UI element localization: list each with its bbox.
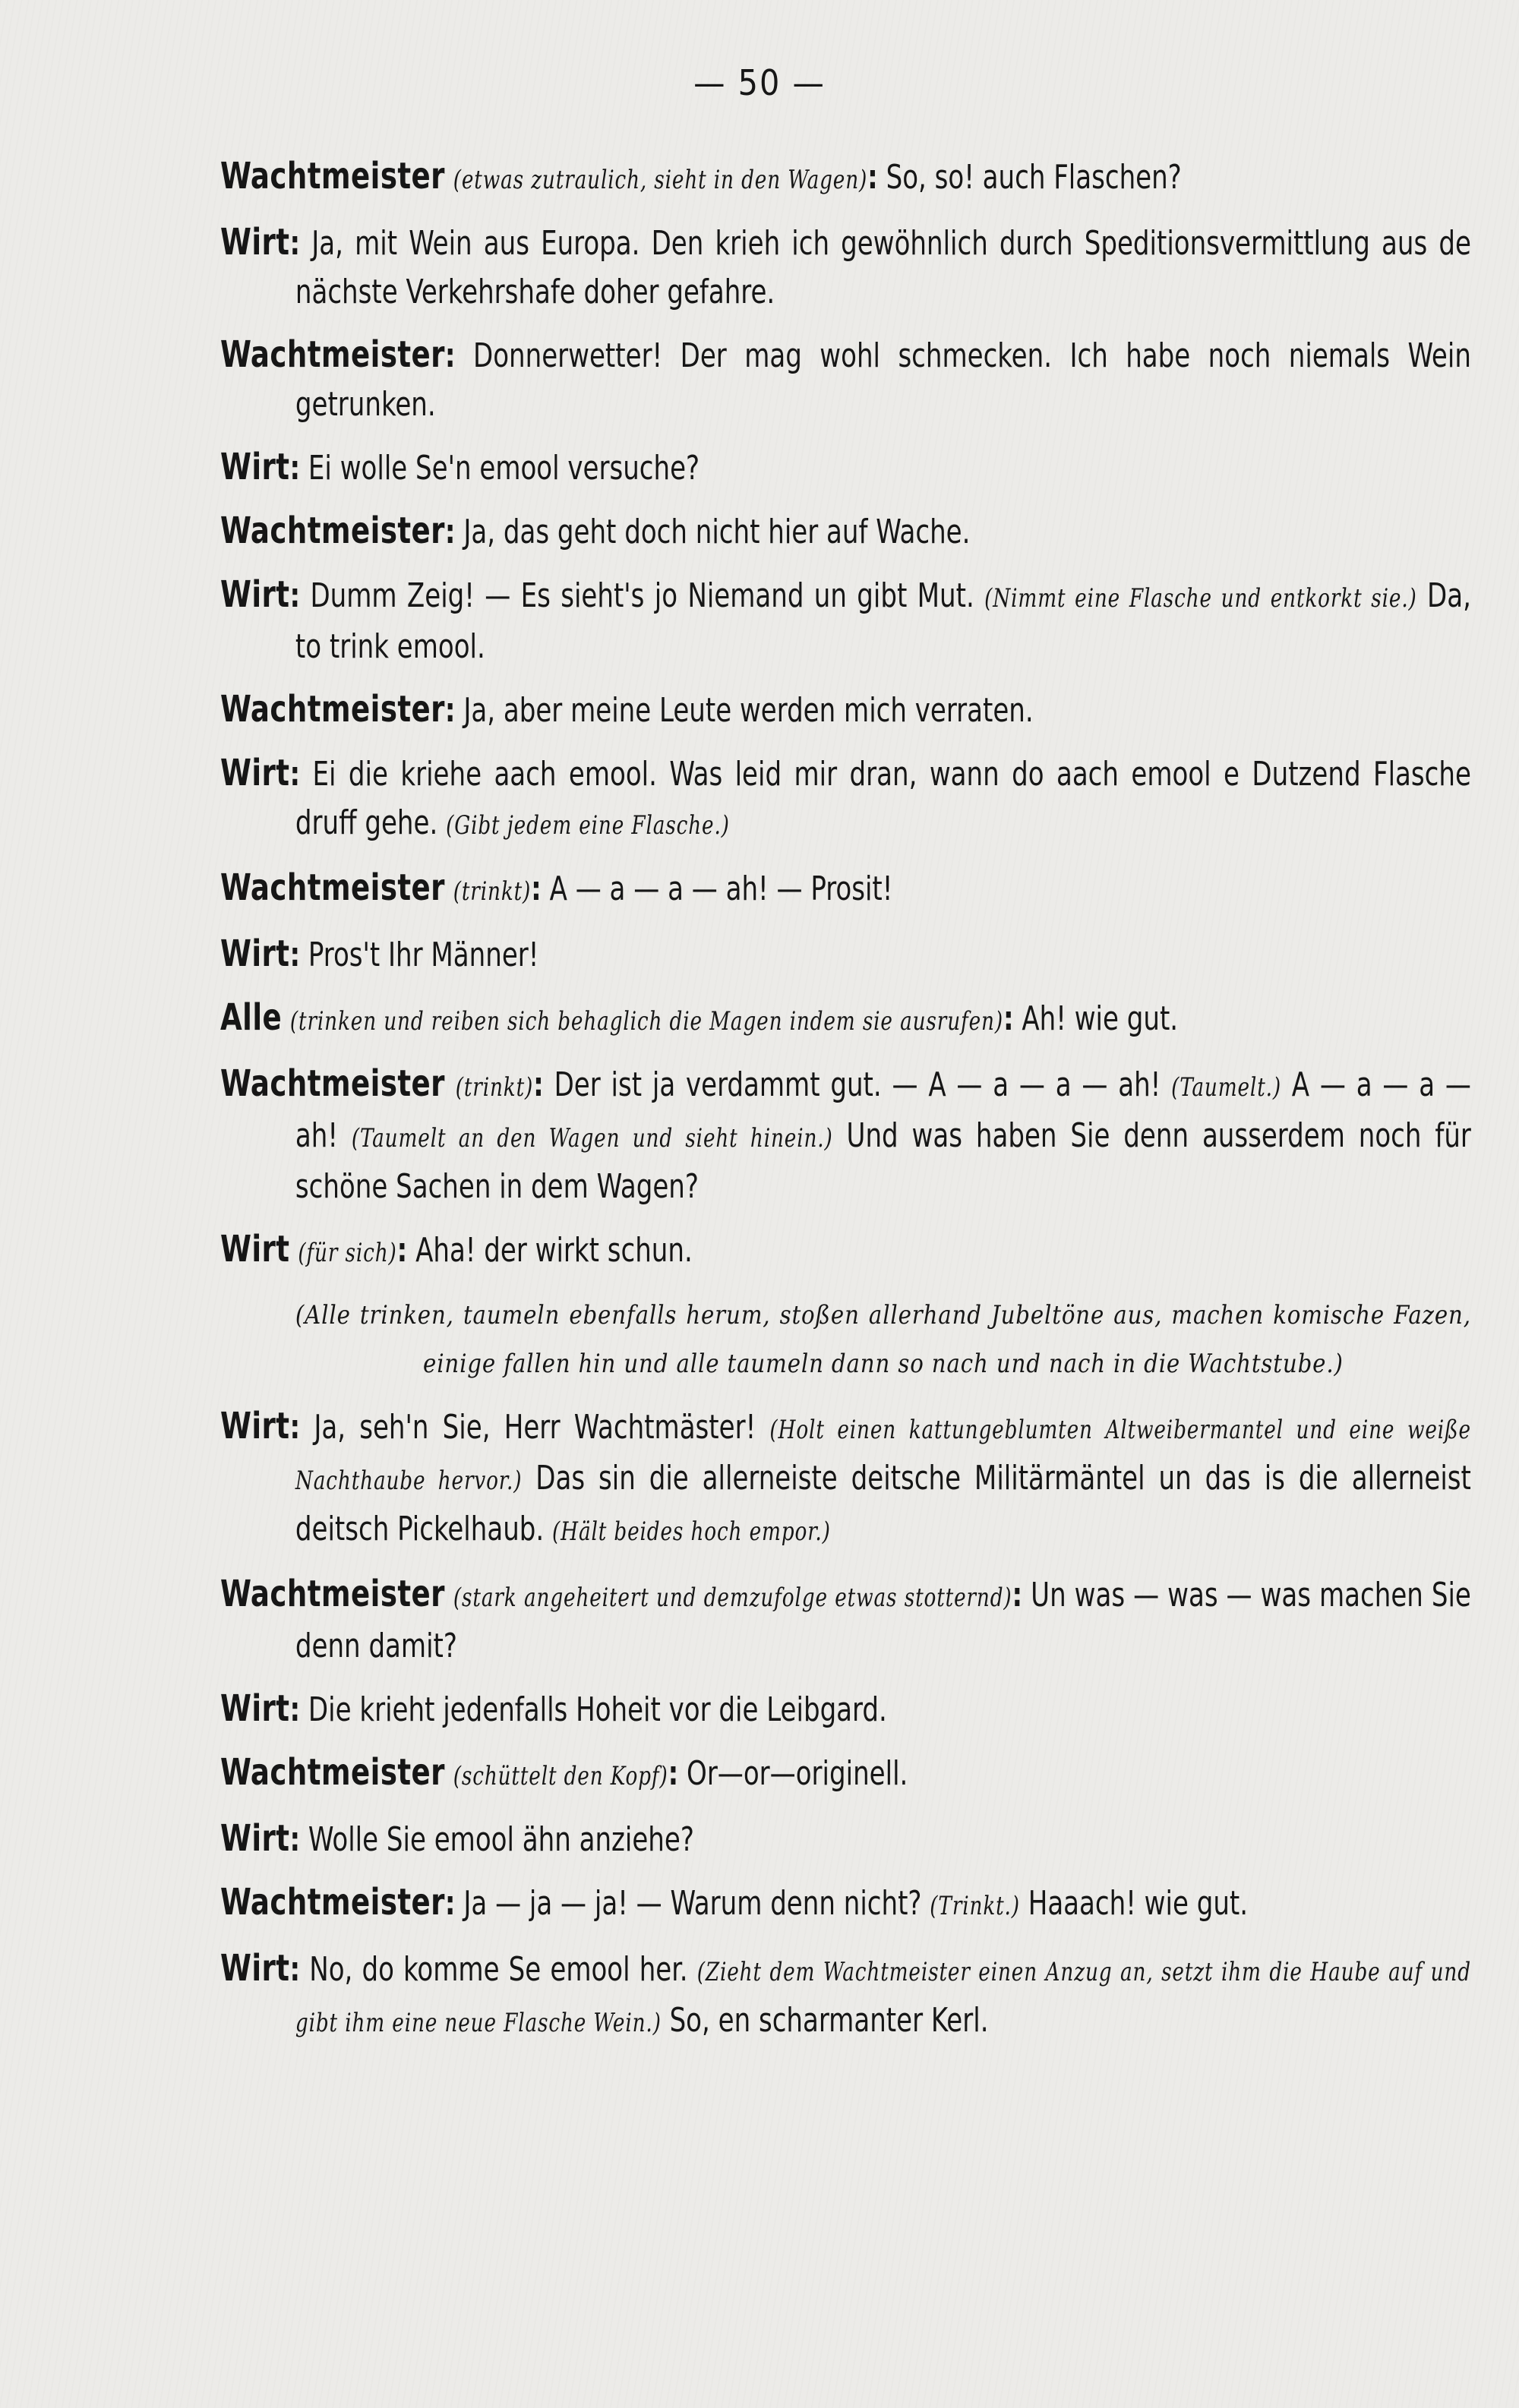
speech-text: Der ist ja verdammt gut. — A — a — a — ah! bbox=[543, 1065, 1172, 1104]
speaker-separator: : bbox=[1012, 1576, 1023, 1614]
inline-stage-direction: (Gibt jedem eine Flasche.) bbox=[446, 810, 730, 841]
speaker-stage-direction: (für sich) bbox=[298, 1238, 397, 1268]
speech-text: Ja, mit Wein aus Europa. Den krieh ich gewöhnlich durch Speditionsvermittlung aus de nächste Verkehrshafe doher gefahre. bbox=[295, 224, 1471, 311]
speaker-separator: : bbox=[289, 1408, 301, 1447]
speech-text: Ei die kriehe aach emool. Was leid mir dran, wann do aach emool e Dutzend Flasche druff gehe. bbox=[295, 755, 1471, 842]
dialogue-entry bbox=[220, 1570, 1471, 1671]
dialogue-entry bbox=[220, 152, 1471, 204]
speech-text: Pros't Ihr Männer! bbox=[300, 936, 539, 974]
speaker-name: Wachtmeister bbox=[220, 1573, 445, 1615]
dialogue-section-2 bbox=[220, 1402, 1471, 2047]
speaker-name: Wirt bbox=[220, 1228, 290, 1270]
speech-text: Aha! der wirkt schun. bbox=[407, 1231, 693, 1270]
speaker-name: Wirt bbox=[220, 752, 290, 794]
stage-direction-block: (Alle trinken, taumeln ebenfalls herum, stoßen allerhand Jubeltöne aus, machen komische Fazen, einige fallen hin und alle taumeln dann so nach und nach in die Wachtstube.) bbox=[295, 1300, 1471, 1379]
dialogue-text bbox=[220, 152, 1471, 2061]
speech-text: Und was haben Sie denn ausserdem noch für schöne Sachen in dem Wagen? bbox=[295, 1116, 1471, 1206]
inline-stage-direction: (Hält beides hoch empor.) bbox=[552, 1516, 831, 1547]
speech-text: Da, to trink emool. bbox=[295, 576, 1471, 666]
inline-stage-direction: (Taumelt an den Wagen und sieht hinein.) bbox=[351, 1123, 833, 1154]
speech-text: Ja, das geht doch nicht hier auf Wache. bbox=[455, 513, 971, 551]
speaker-name: Wachtmeister bbox=[220, 155, 445, 197]
dialogue-section-1 bbox=[220, 152, 1471, 1277]
dialogue-entry bbox=[220, 993, 1471, 1046]
dialogue-entry bbox=[220, 570, 1471, 671]
dialogue-entry bbox=[220, 507, 1471, 557]
speaker-separator: : bbox=[531, 869, 542, 908]
speech-text: Ja, seh'n Sie, Herr Wachtmäster! bbox=[300, 1408, 770, 1447]
page-number: — 50 — bbox=[693, 62, 826, 103]
dialogue-entry bbox=[220, 929, 1471, 980]
speaker-name: Alle bbox=[220, 996, 283, 1039]
speaker-stage-direction: (trinkt) bbox=[453, 876, 532, 907]
dialogue-entry bbox=[220, 1814, 1471, 1864]
speech-text: Dumm Zeig! — Es sieht's jo Niemand un gibt Mut. bbox=[300, 576, 985, 615]
speaker-name: Wachtmeister bbox=[220, 1751, 445, 1794]
speaker-name: Wirt bbox=[220, 573, 290, 616]
speaker-name: Wachtmeister bbox=[220, 688, 445, 731]
speaker-name: Wirt bbox=[220, 1405, 290, 1447]
speaker-separator: : bbox=[668, 1754, 679, 1793]
speaker-separator: : bbox=[289, 936, 301, 974]
speaker-separator: : bbox=[289, 449, 301, 488]
speech-text: No, do komme Se emool her. bbox=[300, 1950, 697, 1989]
dialogue-entry bbox=[220, 1878, 1471, 1930]
speaker-separator: : bbox=[289, 1820, 301, 1859]
dialogue-entry bbox=[220, 1225, 1471, 1277]
speaker-name: Wachtmeister bbox=[220, 1062, 445, 1105]
speaker-name: Wachtmeister bbox=[220, 333, 445, 376]
speech-text: A — a — a — ah! bbox=[295, 1065, 1471, 1155]
speaker-separator: : bbox=[289, 755, 301, 794]
dialogue-entry bbox=[220, 1684, 1471, 1734]
speaker-separator: : bbox=[1003, 999, 1014, 1038]
speaker-separator: : bbox=[396, 1231, 408, 1270]
speech-text: Un was — was — was machen Sie denn damit? bbox=[295, 1576, 1471, 1665]
dialogue-entry bbox=[220, 749, 1471, 850]
speech-text: So, so! auch Flaschen? bbox=[877, 158, 1182, 197]
speech-text: Ei wolle Se'n emool versuche? bbox=[300, 449, 700, 488]
speech-text: Or—or—originell. bbox=[678, 1754, 908, 1793]
speaker-name: Wachtmeister bbox=[220, 866, 445, 909]
speaker-name: Wirt bbox=[220, 446, 290, 488]
speech-text: Ja, aber meine Leute werden mich verraten. bbox=[455, 691, 1034, 730]
speaker-separator: : bbox=[444, 513, 456, 551]
speech-text: Das sin die allerneiste deitsche Militärmäntel un das is die allerneist deitsch Pickelhaub. bbox=[295, 1459, 1471, 1548]
speaker-name: Wirt bbox=[220, 221, 290, 264]
speaker-stage-direction: (schüttelt den Kopf) bbox=[453, 1761, 668, 1791]
dialogue-entry bbox=[220, 218, 1471, 317]
dialogue-entry bbox=[220, 330, 1471, 429]
dialogue-entry bbox=[220, 1402, 1471, 1556]
speaker-stage-direction: (trinken und reiben sich behaglich die Magen indem sie ausrufen) bbox=[289, 1006, 1003, 1037]
speaker-separator: : bbox=[867, 158, 878, 197]
dialogue-entry bbox=[220, 1748, 1471, 1800]
speaker-stage-direction: (stark angeheitert und demzufolge etwas stotternd) bbox=[453, 1583, 1012, 1613]
inline-stage-direction: (Holt einen kattungeblumten Altweibermantel und eine weiße Nachthaube hervor.) bbox=[295, 1415, 1471, 1496]
speaker-separator: : bbox=[289, 224, 301, 263]
speaker-name: Wachtmeister bbox=[220, 1881, 445, 1924]
speech-text: A — a — a — ah! — Prosit! bbox=[541, 869, 893, 908]
dialogue-entry bbox=[220, 1059, 1471, 1211]
speech-text: Donnerwetter! Der mag wohl schmecken. Ich habe noch niemals Wein getrunken. bbox=[295, 336, 1471, 424]
speaker-stage-direction: (etwas zutraulich, sieht in den Wagen) bbox=[453, 165, 868, 195]
speech-text: Die krieht jedenfalls Hoheit vor die Leibgard. bbox=[300, 1690, 887, 1729]
speech-text: Ah! wie gut. bbox=[1013, 999, 1179, 1038]
speaker-separator: : bbox=[533, 1065, 544, 1104]
dialogue-entry bbox=[220, 685, 1471, 735]
speaker-separator: : bbox=[444, 1884, 456, 1923]
speaker-stage-direction: (trinkt) bbox=[455, 1072, 534, 1103]
speaker-separator: : bbox=[444, 336, 456, 375]
dialogue-entry bbox=[220, 1944, 1471, 2047]
speech-text: Haaach! wie gut. bbox=[1019, 1884, 1249, 1923]
inline-stage-direction: (Nimmt eine Flasche und entkorkt sie.) bbox=[984, 583, 1417, 614]
speaker-name: Wirt bbox=[220, 1817, 290, 1860]
speaker-separator: : bbox=[289, 576, 301, 615]
speaker-name: Wirt bbox=[220, 933, 290, 975]
inline-stage-direction: (Zieht dem Wachtmeister einen Anzug an, setzt ihm die Haube auf und gibt ihm eine neue Flasche Wein.) bbox=[295, 1957, 1471, 2038]
speaker-name: Wirt bbox=[220, 1687, 290, 1730]
speech-text: Ja — ja — ja! — Warum denn nicht? bbox=[455, 1884, 930, 1923]
speaker-name: Wachtmeister bbox=[220, 510, 445, 552]
inline-stage-direction: (Trinkt.) bbox=[930, 1891, 1020, 1921]
speech-text: So, en scharmanter Kerl. bbox=[661, 2001, 989, 2040]
dialogue-entry bbox=[220, 443, 1471, 493]
inline-stage-direction: (Taumelt.) bbox=[1171, 1072, 1281, 1103]
speaker-name: Wirt bbox=[220, 1947, 290, 1990]
dialogue-entry bbox=[220, 863, 1471, 916]
speaker-separator: : bbox=[444, 691, 456, 730]
speaker-separator: : bbox=[289, 1950, 301, 1989]
speaker-separator: : bbox=[289, 1690, 301, 1729]
speech-text: Wolle Sie emool ähn anziehe? bbox=[300, 1820, 694, 1859]
